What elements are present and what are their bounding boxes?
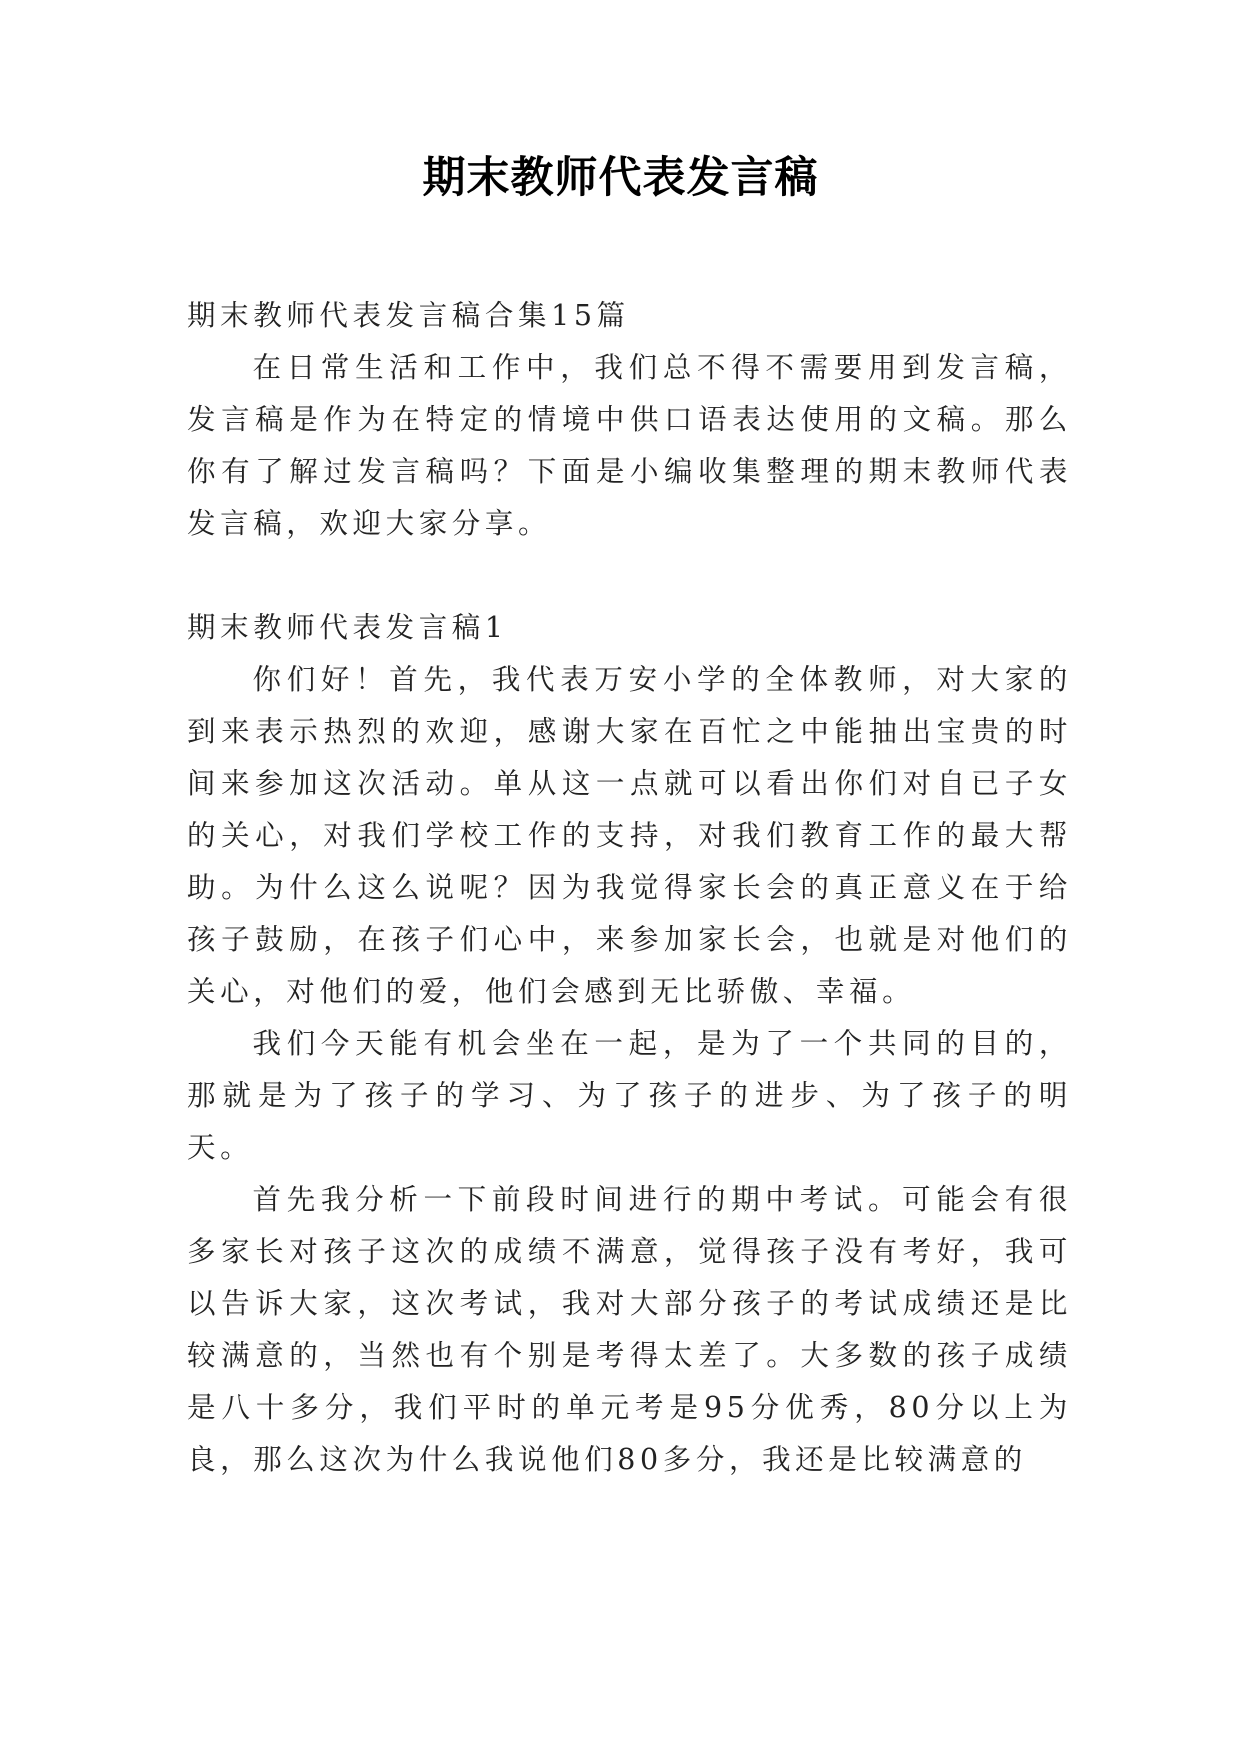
section-spacer xyxy=(187,550,1072,602)
document-subtitle: 期末教师代表发言稿合集15篇 xyxy=(187,299,630,332)
body-paragraph: 你们好！首先，我代表万安小学的全体教师，对大家的到来表示热烈的欢迎，感谢大家在百忙之中能抽出宝贵的时间来参加这次活动。单从这一点就可以看出你们对自已子女的关心，对我们学校工作的支持，对我们教育工作的最大帮助。为什么这么说呢？因为我觉得家长会的真正意义在于给孩子鼓励，在孩子们心中，来参加家长会，也就是对他们的关心，对他们的爱，他们会感到无比骄傲、幸福。 xyxy=(187,663,1072,1008)
intro-paragraph: 在日常生活和工作中，我们总不得不需要用到发言稿，发言稿是作为在特定的情境中供口语表达使用的文稿。那么你有了解过发言稿吗？下面是小编收集整理的期末教师代表发言稿，欢迎大家分享。 xyxy=(187,351,1072,540)
document-title: 期末教师代表发言稿 xyxy=(422,153,819,203)
document-body xyxy=(187,290,1072,1486)
body-paragraph: 首先我分析一下前段时间进行的期中考试。可能会有很多家长对孩子这次的成绩不满意，觉得孩子没有考好，我可以告诉大家，这次考试，我对大部分孩子的考试成绩还是比较满意的，当然也有个别是考得太差了。大多数的孩子成绩是八十多分，我们平时的单元考是95分优秀，80分以上为良，那么这次为什么我说他们80多分，我还是比较满意的 xyxy=(187,1183,1072,1476)
section-heading: 期末教师代表发言稿1 xyxy=(187,611,508,644)
body-paragraph: 我们今天能有机会坐在一起，是为了一个共同的目的，那就是为了孩子的学习、为了孩子的进步、为了孩子的明天。 xyxy=(187,1027,1072,1164)
